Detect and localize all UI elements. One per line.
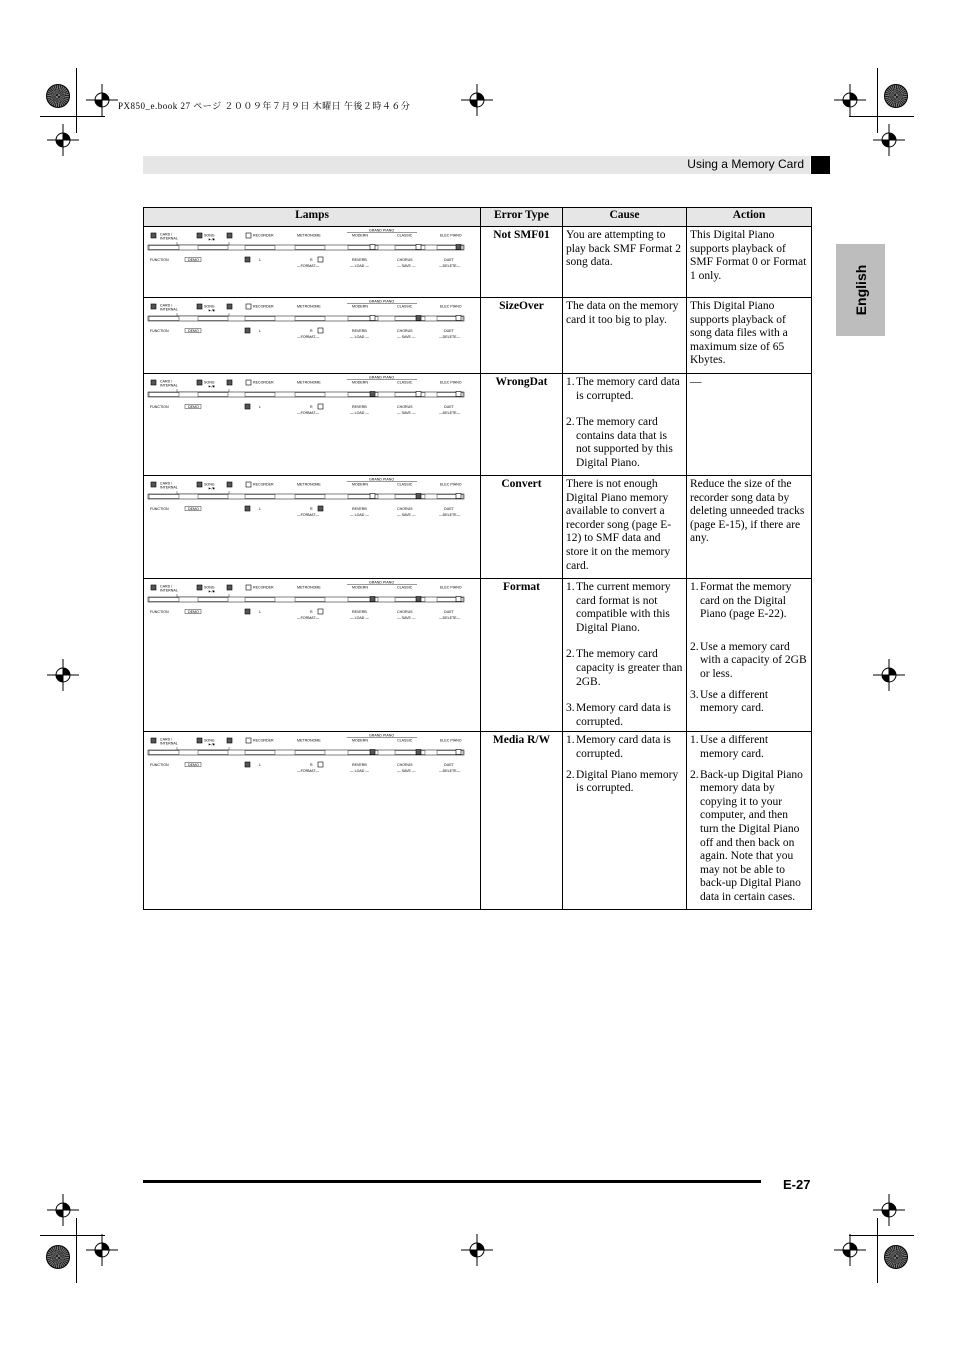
error-type: WrongDat — [481, 374, 563, 476]
panel-label-reverb: REVERB — [352, 258, 367, 262]
panel-label-chorus: CHORUS — [397, 329, 413, 333]
item-text: Use a memory card with a capacity of 2GB or less. — [700, 640, 807, 680]
panel-label-l: L — [259, 763, 261, 768]
item-number: 1. — [690, 581, 699, 593]
panel-label-elec-piano: ELEC PIANO — [440, 738, 462, 743]
error-type: Not SMF01 — [481, 227, 563, 298]
indicator-lamp — [456, 392, 461, 397]
panel-label-chorus: CHORUS — [397, 763, 413, 768]
cause-item — [566, 702, 683, 729]
trim-line — [849, 116, 914, 117]
trim-line — [40, 1235, 105, 1236]
trim-line — [76, 1218, 77, 1283]
panel-label-function: FUNCTION — [150, 258, 169, 262]
panel-label-play: ►/■ — [208, 589, 215, 594]
panel-label-delete: —DELETE— — [439, 411, 461, 415]
indicator-lamp — [370, 392, 375, 397]
indicator-lamp — [456, 494, 461, 499]
indicator-lamp — [416, 245, 421, 250]
panel-label-duet: DUET — [444, 507, 454, 511]
error-type: Media R/W — [481, 732, 563, 910]
registration-disc-bottom-right — [884, 1245, 908, 1269]
panel-label-function: FUNCTION — [150, 507, 169, 511]
error-type: SizeOver — [481, 298, 563, 374]
cause-text: You are attempting to play back SMF Format 2 song data. — [563, 227, 687, 298]
control-panel-diagram — [147, 581, 469, 627]
cause-text: There is not enough Digital Piano memory available to convert a recorder song (page E-12) to SMF data and store it on the memory card. — [563, 476, 687, 579]
item-text: The memory card data is corrupted. — [576, 376, 680, 402]
cause-item — [566, 734, 683, 761]
panel-label-duet: DUET — [444, 610, 454, 614]
panel-label-format: —FORMAT— — [297, 769, 320, 774]
action-item — [690, 641, 808, 682]
cause-list-cell — [563, 374, 687, 476]
panel-label-grand-piano: GRAND PIANO — [369, 229, 395, 233]
panel-label-internal: INTERNAL — [160, 485, 178, 490]
item-number: 3. — [690, 688, 699, 701]
panel-label-format: —FORMAT— — [297, 411, 320, 415]
item-number: 2. — [566, 416, 575, 429]
panel-label-r: R — [310, 763, 313, 768]
panel-label-save: — SAVE — — [397, 335, 416, 339]
panel-label-song: SONG — [204, 304, 215, 309]
indicator-lamp — [416, 392, 421, 397]
indicator-lamp — [318, 762, 323, 767]
panel-label-delete: —DELETE— — [439, 264, 461, 268]
column-header-cause: Cause — [563, 208, 687, 227]
panel-label-delete: —DELETE— — [439, 616, 461, 620]
column-header-error-type: Error Type — [481, 208, 563, 227]
panel-label-l: L — [259, 405, 261, 409]
column-header-lamps: Lamps — [144, 208, 481, 227]
table-header-row — [144, 208, 812, 227]
panel-label-card: CARD / — [160, 737, 173, 742]
panel-label-metronome: METRONOME — [297, 585, 321, 590]
cause-list-cell — [563, 579, 687, 732]
panel-label-delete: —DELETE— — [439, 513, 461, 517]
item-text: The memory card capacity is greater than 2GB. — [576, 648, 683, 688]
control-panel-diagram — [147, 229, 469, 275]
column-header-action: Action — [687, 208, 812, 227]
crosshair-mark — [832, 1232, 868, 1268]
panel-label-chorus: CHORUS — [397, 405, 413, 409]
item-text: The current memory card format is not compatible with this Digital Piano. — [576, 581, 671, 634]
indicator-lamp — [318, 257, 323, 262]
panel-label-internal: INTERNAL — [160, 236, 178, 241]
panel-label-classic: CLASSIC — [397, 304, 413, 309]
indicator-lamp — [370, 494, 375, 499]
panel-label-classic: CLASSIC — [397, 380, 413, 385]
indicator-lamp — [370, 750, 375, 755]
panel-label-function: FUNCTION — [150, 763, 169, 768]
panel-label-chorus: CHORUS — [397, 507, 413, 511]
item-text: Memory card data is corrupted. — [576, 702, 671, 728]
panel-label-format: —FORMAT— — [297, 335, 320, 339]
panel-label-duet: DUET — [444, 258, 454, 262]
panel-label-r: R — [310, 405, 313, 409]
action-text: Reduce the size of the recorder song data by deleting unneeded tracks (page E-15), if there are any. — [687, 476, 812, 579]
crosshair-mark — [84, 1232, 120, 1268]
error-type: Convert — [481, 476, 563, 579]
action-item — [690, 769, 808, 905]
indicator-lamp — [456, 245, 461, 250]
panel-label-modern: MODERN — [352, 585, 368, 590]
indicator-lamp — [370, 597, 375, 602]
lamp-diagram-cell — [144, 732, 481, 910]
panel-label-reverb: REVERB — [352, 329, 367, 333]
table-row — [144, 374, 812, 476]
panel-label-card: CARD / — [160, 481, 173, 486]
panel-label-recorder: RECORDER — [253, 482, 274, 487]
panel-label-delete: —DELETE— — [439, 335, 461, 339]
panel-label-elec-piano: ELEC PIANO — [440, 233, 462, 238]
lamp-diagram-cell — [144, 227, 481, 298]
language-tab — [836, 244, 885, 336]
panel-label-recorder: RECORDER — [253, 304, 274, 309]
cause-item — [566, 769, 683, 796]
trim-line — [877, 1218, 878, 1283]
panel-label-classic: CLASSIC — [397, 233, 413, 238]
panel-label-elec-piano: ELEC PIANO — [440, 482, 462, 487]
item-text: Digital Piano memory is corrupted. — [576, 768, 679, 795]
cause-item — [566, 581, 683, 635]
panel-label-demo: DEMO — [188, 258, 199, 262]
control-panel-diagram — [147, 376, 469, 422]
item-number: 1. — [566, 581, 575, 593]
action-list-cell — [687, 579, 812, 732]
indicator-lamp — [456, 750, 461, 755]
panel-label-song: SONG — [204, 380, 215, 385]
lamp-diagram-cell — [144, 476, 481, 579]
language-tab-label: English — [852, 264, 869, 316]
item-text: Back-up Digital Piano memory data by copying it to your computer, and then turn the Digital Piano off and then back on again. Note that you may not be able to back-up Digital Piano data in certain cases. — [700, 768, 803, 903]
panel-label-chorus: CHORUS — [397, 258, 413, 262]
item-number: 1. — [690, 734, 699, 747]
panel-label-recorder: RECORDER — [253, 233, 274, 238]
control-panel-diagram — [147, 734, 469, 780]
panel-label-r: R — [310, 507, 313, 511]
panel-label-function: FUNCTION — [150, 610, 169, 614]
panel-label-format: —FORMAT— — [297, 264, 320, 268]
item-number: 2. — [690, 768, 699, 781]
crosshair-mark — [459, 82, 495, 118]
panel-label-elec-piano: ELEC PIANO — [440, 585, 462, 590]
crosshair-mark — [832, 82, 868, 118]
item-text: The memory card contains data that is not supported by this Digital Piano. — [576, 416, 673, 469]
indicator-lamp — [318, 328, 323, 333]
panel-label-reverb: REVERB — [352, 405, 367, 409]
item-number: 1. — [566, 734, 575, 747]
panel-label-play: ►/■ — [208, 237, 215, 242]
panel-label-song: SONG — [204, 738, 215, 743]
panel-label-reverb: REVERB — [352, 610, 367, 614]
panel-label-metronome: METRONOME — [297, 304, 321, 309]
panel-label-l: L — [259, 329, 261, 333]
trim-line — [877, 68, 878, 133]
section-title: Using a Memory Card — [687, 157, 804, 171]
panel-label-elec-piano: ELEC PIANO — [440, 304, 462, 309]
panel-label-classic: CLASSIC — [397, 738, 413, 743]
panel-label-grand-piano: GRAND PIANO — [369, 734, 395, 738]
crosshair-mark — [871, 657, 907, 693]
panel-label-internal: INTERNAL — [160, 307, 178, 312]
panel-label-format: —FORMAT— — [297, 513, 320, 517]
panel-label-save: — SAVE — — [397, 513, 416, 517]
cause-list — [566, 581, 683, 729]
item-number: 2. — [566, 768, 575, 781]
panel-label-demo: DEMO — [188, 763, 199, 768]
indicator-lamp — [416, 494, 421, 499]
panel-label-demo: DEMO — [188, 329, 199, 333]
item-text: Format the memory card on the Digital Piano (page E-22). — [700, 581, 792, 621]
action-text: — — [687, 374, 812, 476]
panel-label-save: — SAVE — — [397, 769, 416, 774]
panel-label-chorus: CHORUS — [397, 610, 413, 614]
cause-list — [566, 734, 683, 795]
panel-label-recorder: RECORDER — [253, 738, 274, 743]
table-row — [144, 298, 812, 374]
panel-label-load: — LOAD — — [350, 616, 369, 620]
panel-label-modern: MODERN — [352, 304, 368, 309]
lamp-diagram-cell — [144, 374, 481, 476]
cause-list — [566, 376, 683, 471]
indicator-lamp — [318, 404, 323, 409]
panel-label-load: — LOAD — — [350, 264, 369, 268]
panel-label-reverb: REVERB — [352, 507, 367, 511]
action-list — [690, 581, 808, 716]
footer-rule — [143, 1180, 761, 1183]
indicator-lamp — [456, 316, 461, 321]
indicator-lamp — [416, 597, 421, 602]
lamp-diagram-cell — [144, 298, 481, 374]
panel-label-duet: DUET — [444, 405, 454, 409]
trim-line — [40, 116, 105, 117]
action-text: This Digital Piano supports playback of SMF Format 0 or Format 1 only. — [687, 227, 812, 298]
indicator-lamp — [416, 316, 421, 321]
panel-label-card: CARD / — [160, 379, 173, 384]
panel-label-grand-piano: GRAND PIANO — [369, 300, 395, 304]
panel-label-card: CARD / — [160, 303, 173, 308]
panel-label-demo: DEMO — [188, 610, 199, 614]
action-item — [690, 581, 808, 622]
trim-line — [849, 1235, 914, 1236]
panel-label-demo: DEMO — [188, 507, 199, 511]
registration-disc-top-left — [46, 84, 70, 108]
panel-label-play: ►/■ — [208, 486, 215, 491]
indicator-lamp — [416, 750, 421, 755]
panel-label-metronome: METRONOME — [297, 233, 321, 238]
panel-label-modern: MODERN — [352, 738, 368, 743]
panel-label-modern: MODERN — [352, 233, 368, 238]
panel-label-card: CARD / — [160, 232, 173, 237]
panel-label-metronome: METRONOME — [297, 738, 321, 743]
indicator-lamp — [370, 245, 375, 250]
item-number: 3. — [566, 702, 575, 715]
panel-label-metronome: METRONOME — [297, 380, 321, 385]
running-header — [143, 156, 810, 174]
panel-label-demo: DEMO — [188, 405, 199, 409]
panel-label-internal: INTERNAL — [160, 741, 178, 746]
panel-label-card: CARD / — [160, 584, 173, 589]
panel-label-delete: —DELETE— — [439, 769, 461, 774]
panel-label-save: — SAVE — — [397, 264, 416, 268]
action-list — [690, 734, 808, 904]
crosshair-mark — [45, 657, 81, 693]
panel-label-recorder: RECORDER — [253, 380, 274, 385]
lamp-diagram-cell — [144, 579, 481, 732]
panel-label-classic: CLASSIC — [397, 482, 413, 487]
panel-label-duet: DUET — [444, 763, 454, 768]
item-text: Memory card data is corrupted. — [576, 734, 671, 760]
item-number: 1. — [566, 376, 575, 388]
table-row — [144, 476, 812, 579]
cause-item — [566, 648, 683, 689]
trim-line — [76, 68, 77, 133]
page-number: E-27 — [783, 1177, 811, 1192]
panel-label-play: ►/■ — [208, 308, 215, 313]
print-info-line: PX850_e.book 27 ページ ２００９年７月９日 木曜日 午後２時４６分 — [118, 101, 411, 111]
error-type: Format — [481, 579, 563, 732]
panel-label-grand-piano: GRAND PIANO — [369, 478, 395, 482]
control-panel-diagram — [147, 300, 469, 346]
panel-label-load: — LOAD — — [350, 335, 369, 339]
panel-label-grand-piano: GRAND PIANO — [369, 376, 395, 380]
panel-label-load: — LOAD — — [350, 769, 369, 774]
indicator-lamp — [456, 597, 461, 602]
item-number: 2. — [566, 648, 575, 661]
panel-label-metronome: METRONOME — [297, 482, 321, 487]
action-list-cell — [687, 732, 812, 910]
panel-label-reverb: REVERB — [352, 763, 367, 768]
panel-label-modern: MODERN — [352, 380, 368, 385]
action-text: This Digital Piano supports playback of song data files with a maximum size of 65 Kbytes. — [687, 298, 812, 374]
panel-label-function: FUNCTION — [150, 405, 169, 409]
indicator-lamp — [318, 609, 323, 614]
error-table — [143, 207, 812, 910]
panel-label-format: —FORMAT— — [297, 616, 320, 620]
indicator-lamp — [370, 316, 375, 321]
cause-text: The data on the memory card it too big to play. — [563, 298, 687, 374]
panel-label-l: L — [259, 507, 261, 511]
table-row — [144, 579, 812, 732]
action-item — [690, 689, 808, 716]
registration-disc-bottom-left — [46, 1245, 70, 1269]
panel-label-song: SONG — [204, 233, 215, 238]
panel-label-elec-piano: ELEC PIANO — [440, 380, 462, 385]
item-text: Use a different memory card. — [700, 688, 769, 715]
panel-label-internal: INTERNAL — [160, 588, 178, 593]
panel-label-modern: MODERN — [352, 482, 368, 487]
panel-label-l: L — [259, 258, 261, 262]
crosshair-mark — [459, 1232, 495, 1268]
crosshair-mark — [84, 82, 120, 118]
cause-list-cell — [563, 732, 687, 910]
table-row — [144, 732, 812, 910]
action-item — [690, 734, 808, 761]
control-panel-diagram — [147, 478, 469, 524]
panel-label-recorder: RECORDER — [253, 585, 274, 590]
panel-label-classic: CLASSIC — [397, 585, 413, 590]
panel-label-r: R — [310, 610, 313, 614]
panel-label-play: ►/■ — [208, 384, 215, 389]
panel-label-save: — SAVE — — [397, 616, 416, 620]
panel-label-r: R — [310, 329, 313, 333]
header-block-marker — [811, 156, 830, 174]
panel-label-play: ►/■ — [208, 742, 215, 747]
cause-item — [566, 376, 683, 403]
panel-label-grand-piano: GRAND PIANO — [369, 581, 395, 585]
panel-label-song: SONG — [204, 585, 215, 590]
panel-label-internal: INTERNAL — [160, 383, 178, 388]
panel-label-load: — LOAD — — [350, 513, 369, 517]
panel-label-function: FUNCTION — [150, 329, 169, 333]
panel-label-l: L — [259, 610, 261, 614]
panel-label-load: — LOAD — — [350, 411, 369, 415]
panel-label-save: — SAVE — — [397, 411, 416, 415]
panel-label-song: SONG — [204, 482, 215, 487]
item-number: 2. — [690, 640, 699, 653]
indicator-lamp — [318, 506, 323, 511]
panel-label-r: R — [310, 258, 313, 262]
table-row — [144, 227, 812, 298]
registration-disc-top-right — [884, 84, 908, 108]
cause-item — [566, 416, 683, 470]
item-text: Use a different memory card. — [700, 734, 769, 760]
panel-label-duet: DUET — [444, 329, 454, 333]
